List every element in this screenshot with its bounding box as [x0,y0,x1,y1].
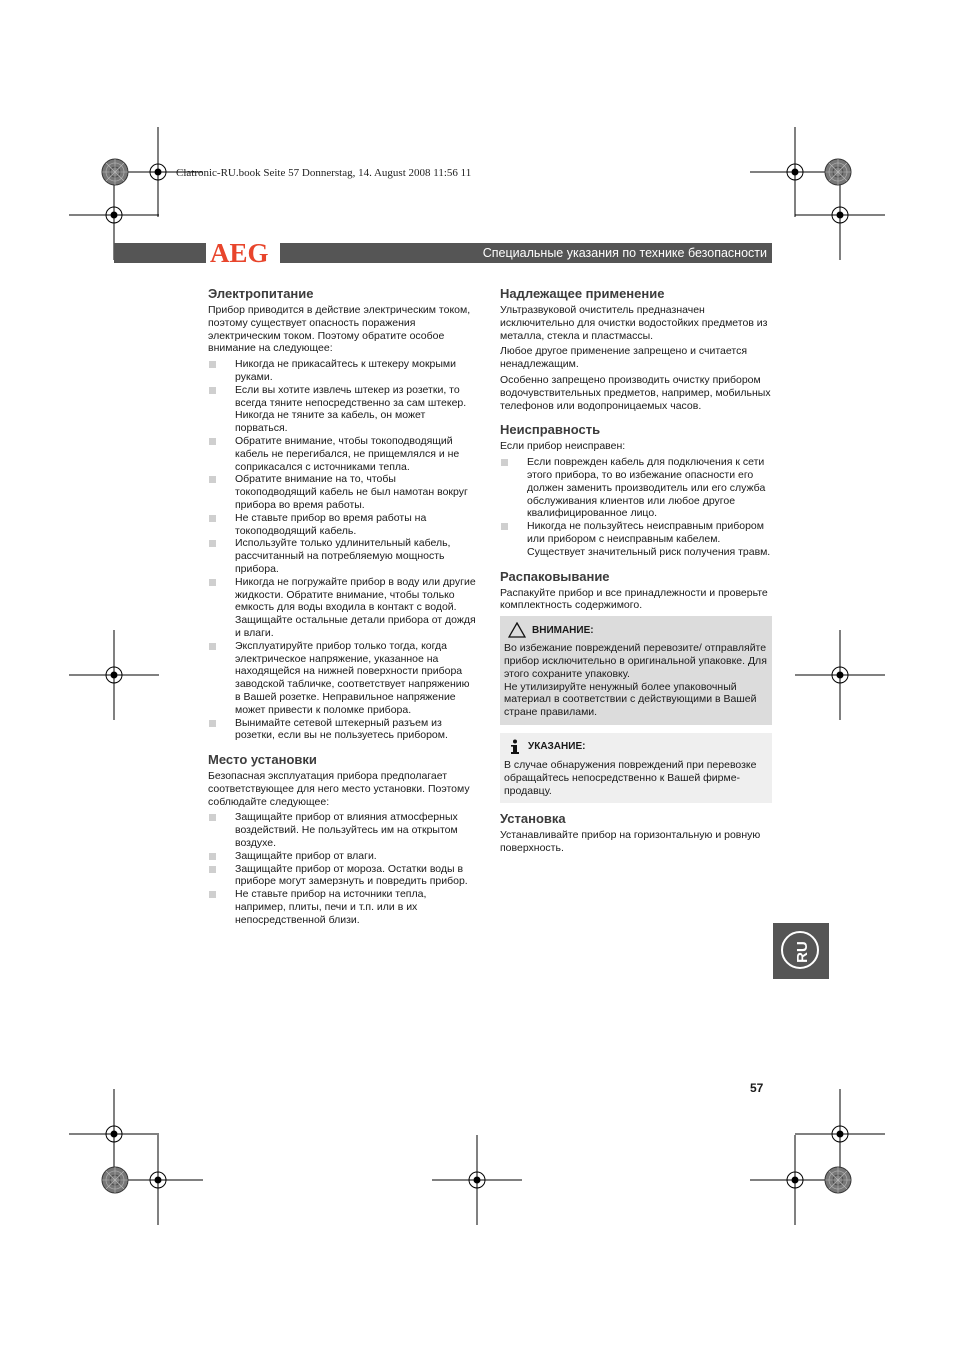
list-item: Вынимайте сетевой штекерный разъем из розетки, если вы не пользуетесь прибором. [208,717,476,743]
list-item: Эксплуатируйте прибор только тогда, когда электрическое напряжение, указанное на находящейся на нижней поверхности прибора заводской табличке, соответствует напряжению в Вашей розетке. Неправильное напряжение может привести к поломке прибора. [208,640,476,717]
list-item: Защищайте прибор от влаги. [208,850,476,863]
header-title: Специальные указания по технике безопасности [482,246,767,260]
info-icon [508,739,522,755]
proper-use-paragraph: Любое другое применение запрещено и считается ненадлежащим. [500,345,748,371]
page-number: 57 [750,1081,764,1095]
list-item: Защищайте прибор от мороза. Остатки воды в приборе могут замерзнуть и повредить прибор. [208,863,476,889]
power-intro: Прибор приводится в действие электрическим током, поэтому существует опасность поражения электрическим током. Поэтому обратите особое внимание на следующее: [208,304,471,355]
warning-label: ВНИМАНИЕ: [532,624,594,636]
list-item: Обратите внимание, чтобы токоподводящий кабель не перегибался, не прищемлялся и не соприкасался с источниками тепла. [208,435,476,473]
list-item: Никогда не прикасайтесь к штекеру мокрыми руками. [208,358,476,384]
heading-location: Место установки [208,752,317,768]
proper-use-paragraph: Ультразвуковой очиститель предназначен исключительно для очистки водостойких предметов из металла, стекла и пластмассы. [500,304,768,342]
square-bullet-icon [501,459,508,466]
square-bullet-icon [209,643,216,650]
list-item: Никогда не погружайте прибор в воду или другие жидкости. Обратите внимание, чтобы только емкость для воды входила в контакт с водой. Защищайте остальные детали прибора от дождя и влаги. [208,576,476,640]
right-column [500,286,772,865]
square-bullet-icon [501,523,508,530]
power-list [208,358,476,742]
list-item: Никогда не пользуйтесь неисправным прибором или прибором с неисправным кабелем. Существует значительный риск получения травм. [500,520,772,558]
list-item: Если поврежден кабель для подключения к сети этого прибора, то во избежание опасности его должен заменить производитель или его служба обслуживания клиентов или любое другое квалифицированное лицо. [500,456,772,520]
list-item: Обратите внимание на то, чтобы токоподводящий кабель не был намотан вокруг прибора во время работы. [208,473,476,511]
location-intro: Безопасная эксплуатация прибора предполагает соответствующее для него место установки. Поэтому соблюдайте следующее: [208,770,470,808]
language-tab [773,923,829,979]
section-unpacking [500,569,772,613]
square-bullet-icon [209,720,216,727]
hint-label: УКАЗАНИЕ: [528,741,586,753]
heading-proper-use: Надлежащее применение [500,286,665,301]
header-bar [114,238,772,268]
section-location [208,752,476,927]
square-bullet-icon [209,438,216,445]
section-proper-use [500,286,772,412]
unpacking-intro: Распакуйте прибор и все принадлежности и проверьте комплектность содержимого. [500,586,768,612]
square-bullet-icon [209,866,216,873]
list-item: Защищайте прибор от влияния атмосферных воздействий. Не пользуйтесь им на открытом воздухе. [208,811,476,849]
warning-paragraph: Во избежание повреждений перевозите/ отправляйте прибор исключительно в оригинальной упаковке. Для этого сохраните упаковку. [504,642,767,680]
square-bullet-icon [209,814,216,821]
square-bullet-icon [209,515,216,522]
language-tab-label: RU [793,941,811,963]
warning-triangle-icon [508,622,526,638]
square-bullet-icon [209,579,216,586]
square-bullet-icon [209,853,216,860]
section-installation [500,811,772,855]
section-malfunction [500,422,772,558]
hint-text: В случае обнаружения повреждений при перевозке обращайтесь непосредственно к Вашей фирме-продавцу. [504,758,757,797]
list-item: Используйте только удлинительный кабель, рассчитанный на потребляемую мощность прибора. [208,537,476,575]
proper-use-paragraph: Особенно запрещено производить очистку прибором водочувствительных предметов, например, мобильных телефонов или водопроницаемых часов. [500,373,771,412]
list-item: Не ставьте прибор во время работы на токоподводящий кабель. [208,512,476,538]
language-tab-circle [781,931,819,969]
square-bullet-icon [209,387,216,394]
hint-header [504,739,768,755]
list-item: Не ставьте прибор на источники тепла, например, плиты, печи и т.п. или в их непосредственной близи. [208,888,476,926]
warning-paragraph: Не утилизируйте ненужный более упаковочный материал в соответствии с действующими в Вашей стране правилами. [504,680,757,719]
aeg-logo: AEG [210,238,269,268]
hint-box [500,733,772,803]
square-bullet-icon [209,476,216,483]
location-list [208,811,476,926]
section-power [208,286,476,742]
heading-installation: Установка [500,811,566,827]
installation-text: Устанавливайте прибор на горизонтальную и ровную поверхность. [500,829,761,855]
malfunction-list [500,456,772,558]
heading-power: Электропитание [208,286,314,301]
list-item: Если вы хотите извлечь штекер из розетки, то всегда тяните непосредственно за сам штекер. Никогда не тяните за кабель, он может порваться. [208,384,476,435]
malfunction-intro: Если прибор неисправен: [500,440,626,453]
square-bullet-icon [209,891,216,898]
square-bullet-icon [209,540,216,547]
left-column [208,286,476,937]
square-bullet-icon [209,361,216,368]
logo-container [206,240,280,266]
warning-box [500,616,772,725]
print-slug: Clatronic-RU.book Seite 57 Donnerstag, 14. August 2008 11:56 11 [176,167,472,179]
heading-unpacking: Распаковывание [500,568,610,584]
warning-header [504,622,768,638]
heading-malfunction: Неисправность [500,422,601,438]
